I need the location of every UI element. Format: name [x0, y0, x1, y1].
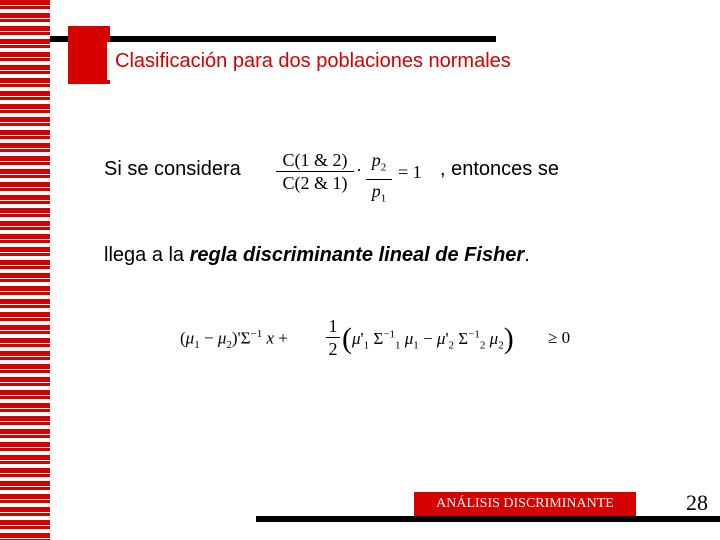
footer-label-box — [414, 492, 636, 516]
prior-numerator: $p_2$ — [371, 150, 387, 174]
cost-ratio — [276, 150, 354, 193]
rule-sentence: llega a la regla discriminante lineal de Fisher. — [104, 244, 530, 266]
inequality-zero: ≥ 0 — [548, 328, 571, 347]
prior-denominator: $p_1$ — [371, 180, 387, 205]
slide-title: Clasificación para dos poblaciones normales — [115, 49, 511, 72]
fisher-discriminant-formula — [180, 314, 600, 370]
footer-label: ANÁLISIS DISCRIMINANTE — [436, 496, 614, 511]
fraction-bar — [276, 171, 354, 172]
fraction-bar — [366, 179, 392, 180]
decorative-stripes — [0, 0, 50, 540]
slide-title-box — [107, 42, 655, 80]
prior-ratio — [366, 150, 392, 208]
equals-one: = 1 — [398, 162, 422, 182]
intro-text: Si se considera — [104, 158, 241, 180]
quadratic-term: ($\mu'_1$ $\Sigma^{-1}_1$ $\mu_1 - \mu'_2$ $\Sigma^{-1}_2$ $\mu_2$) — [342, 322, 514, 355]
cost-prior-ratio-formula — [268, 150, 436, 206]
mean-difference-term: $(\mu_1 - \mu_2)'\Sigma^{-1}$ x + — [180, 328, 288, 352]
one-half-fraction: 1 2 — [326, 316, 340, 359]
footer-rule — [256, 516, 720, 522]
cost-denominator: C(2 & 1) — [282, 173, 348, 193]
cost-numerator: C(1 & 2) — [282, 150, 348, 170]
page-number: 28 — [686, 490, 708, 515]
multiply-dot: · — [356, 160, 362, 180]
fisher-rule-emphasis: regla discriminante lineal de Fisher — [189, 244, 525, 266]
title-accent-block — [68, 26, 110, 84]
intro-text-continued: , entonces se — [440, 158, 559, 180]
